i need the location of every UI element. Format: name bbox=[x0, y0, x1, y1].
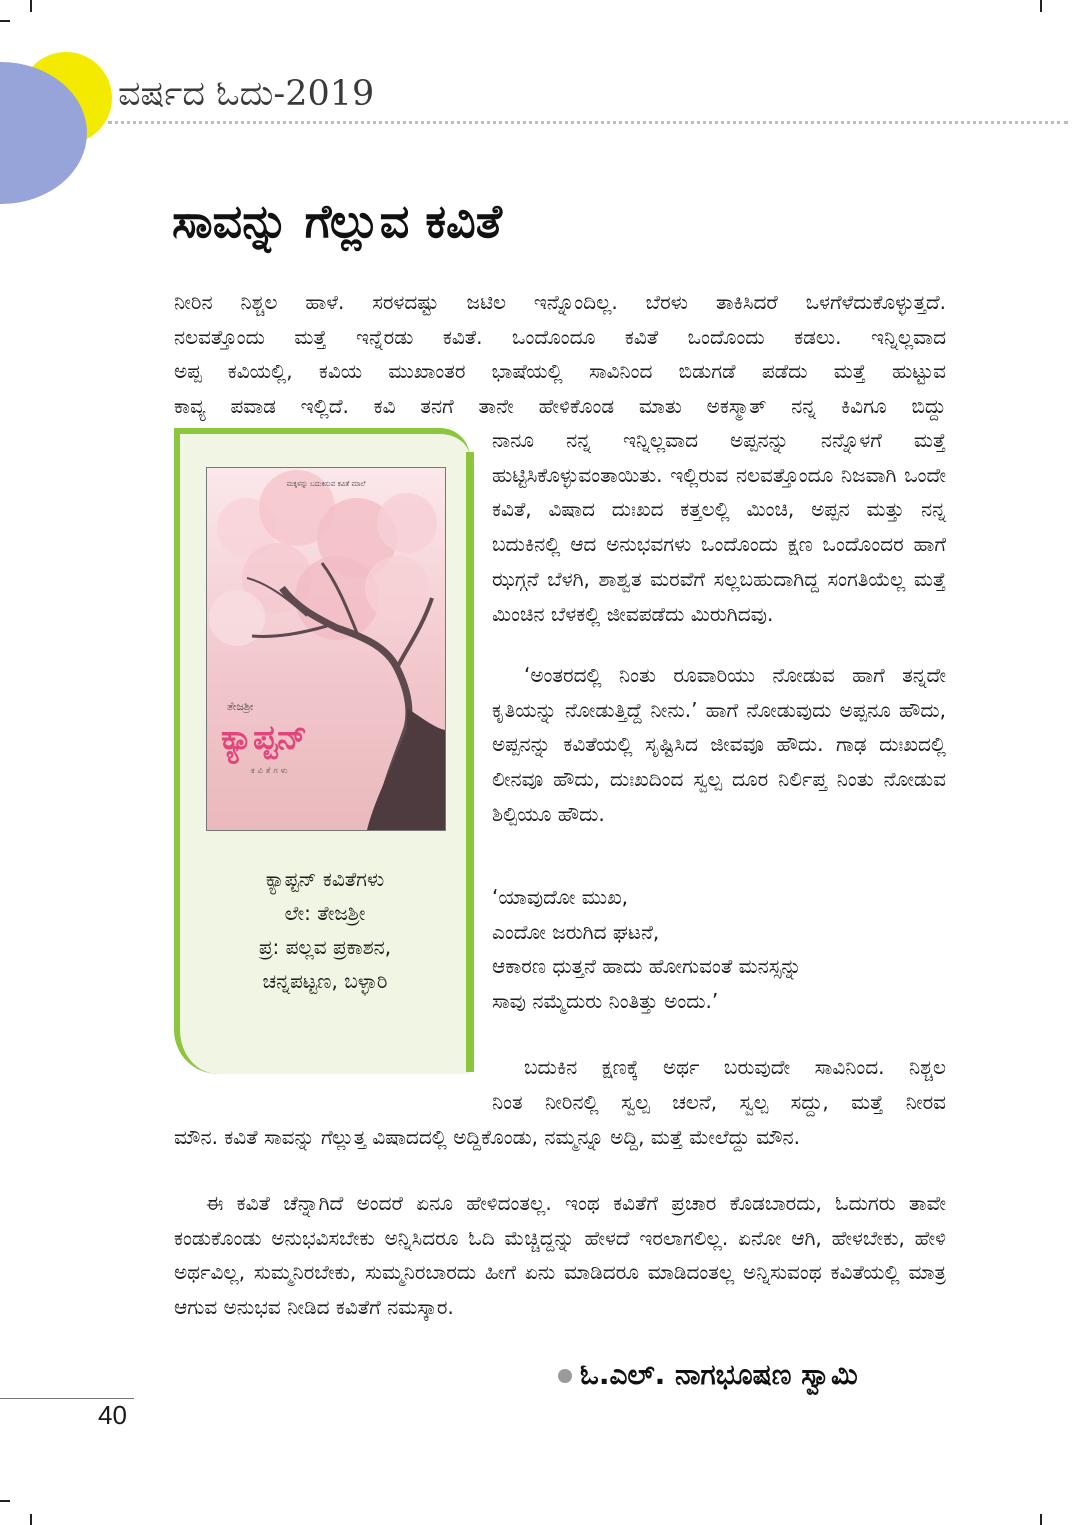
crop-mark bbox=[0, 1500, 10, 1502]
body-paragraph: ನಾನೂ ನನ್ನ ಇನ್ನಿಲ್ಲವಾದ ಅಪ್ಪನನ್ನು ನನ್ನೊಳಗೆ ಮತ್ತೆ ಹುಟ್ಟಿಸಿಕೊಳ್ಳುವಂತಾಯಿತು. ಇಲ್ಲಿರುವ ನಲವತ್ತೊಂದೂ ನಿಜವಾಗಿ ಒಂದೇ ಕವಿತೆ, ವಿಷಾದ ದುಃಖದ ಕತ್ತಲಲ್ಲಿ ಮಿಂಚಿ, ಅಪ್ಪನ ಮತ್ತು ನನ್ನ ಬದುಕಿನಲ್ಲಿ ಆದ ಅನುಭವಗಳು ಒಂದೊಂದು ಕ್ಷಣ ಒಂದೊಂದರ ಹಾಗೆ ಝಗ್ಗನೆ ಬೆಳಗಿ, ಶಾಶ್ವತ ಮರವೆಗೆ ಸಲ್ಲಬಹುದಾಗಿದ್ದ ಸಂಗತಿಯೆಲ್ಲ ಮತ್ತೆ ಮಿಂಚಿನ ಬೆಳಕಲ್ಲಿ ಜೀವಪಡೆದು ಮಿರುಗಿದವು. bbox=[492, 428, 946, 626]
crop-mark bbox=[1040, 1514, 1042, 1525]
cover-author: ತೇಜಶ್ರೀ bbox=[227, 700, 254, 713]
body-paragraph: ಈ ಕವಿತೆ ಚೆನ್ನಾಗಿದೆ ಅಂದರೆ ಏನೂ ಹೇಳಿದಂತಲ್ಲ. ಇಂಥ ಕವಿತೆಗೆ ಪ್ರಚಾರ ಕೊಡಬಾರದು, ಓದುಗರು ತಾವೇ ಕಂಡುಕೊಂಡು ಅನುಭವಿಸಬೇಕು ಅನ್ನಿಸಿದರೂ ಓದಿ ಮೆಚ್ಚಿದ್ದನ್ನು ಹೇಳದೆ ಇರಲಾಗಲಿಲ್ಲ. ಏನೋ ಆಗಿ, ಹೇಳಬೇಕು, ಹೇಳಿ ಅರ್ಥವಿಲ್ಲ, ಸುಮ್ಮನಿರಬೇಕು, ಸುಮ್ಮನಿರಬಾರದು ಹೀಗೆ ಏನು ಮಾಡಿದರೂ ಮಾಡಿದಂತಲ್ಲ ಅನ್ನಿಸುವಂಥ ಕವಿತೆಯಲ್ಲಿ ಮಾತ್ರ ಆಗುವ ಅನುಭವ ನೀಡಿದ ಕವಿತೆಗೆ ನಮಸ್ಕಾರ. bbox=[174, 1191, 946, 1320]
page-number: 40 bbox=[98, 1400, 127, 1430]
intro-paragraph bbox=[174, 285, 946, 424]
book-cover-image bbox=[206, 467, 446, 831]
bullet-icon bbox=[558, 1369, 572, 1383]
author-name: ಓ.ಎಲ್. ನಾಗಭೂಷಣ ಸ್ವಾಮಿ bbox=[580, 1358, 858, 1391]
page-number-rule bbox=[0, 1398, 134, 1399]
cherry-tree-illustration bbox=[207, 468, 445, 830]
crop-mark bbox=[1040, 0, 1042, 12]
poem-line: ಎಂದೋ ಜರುಗಿದ ಘಟನೆ, bbox=[492, 919, 660, 944]
cover-series-text: ಮಕ್ಕಳನ್ನು ಬದುಕಿಸುವ ಕವಿತೆ ಮಾಲೆ bbox=[286, 480, 366, 488]
article-title: ಸಾವನ್ನು ಗೆಲ್ಲುವ ಕವಿತೆ bbox=[172, 194, 502, 248]
header-dotted-rule bbox=[108, 121, 1068, 124]
intro-line: ಕಾವ್ಯ ಪವಾಡ ಇಲ್ಲಿದೆ. ಕವಿ ತನಗೆ ತಾನೇ ಹೇಳಿಕೊಂಡ ಮಾತು ಅಕಸ್ಮಾತ್ ನನ್ನ ಕಿವಿಗೂ ಬಿದ್ದು bbox=[174, 394, 946, 419]
body-paragraph: ಮೌನ. ಕವಿತೆ ಸಾವನ್ನು ಗೆಲ್ಲುತ್ತ ವಿಷಾದದಲ್ಲಿ ಅದ್ದಿಕೊಂಡು, ನಮ್ಮನ್ನೂ ಅದ್ದಿ, ಮತ್ತೆ ಮೇಲೆದ್ದು ಮೌನ. bbox=[174, 1125, 801, 1149]
caption-line: ಚನ್ನಪಟ್ಟಣ, ಬಳ್ಳಾರಿ bbox=[262, 969, 388, 993]
caption-line: ಲೇ: ತೇಜಶ್ರೀ bbox=[284, 901, 366, 925]
intro-line: ನಲವತ್ತೊಂದು ಮತ್ತೆ ಇನ್ನೆರಡು ಕವಿತೆ. ಒಂದೊಂದೂ ಕವಿತೆ ಒಂದೊಂದು ಕಡಲು. ಇನ್ನಿಲ್ಲವಾದ bbox=[174, 324, 946, 349]
poem-line: ಆಕಾರಣ ಧುತ್ತನೆ ಹಾದು ಹೋಗುವಂತೆ ಮನಸ್ಸನ್ನು bbox=[492, 954, 802, 978]
crop-mark bbox=[30, 0, 32, 12]
cover-title: ಕ್ಯಾಪ್ಟನ್ bbox=[221, 718, 308, 758]
author-byline bbox=[558, 1358, 858, 1392]
body-paragraph-lines bbox=[492, 1050, 946, 1119]
cover-subtitle: ಕವಿತೆಗಳು bbox=[251, 766, 291, 775]
crop-mark bbox=[30, 1514, 32, 1525]
book-info-box-border bbox=[466, 452, 474, 1072]
crop-mark bbox=[0, 20, 10, 22]
caption-line: ಕ್ಯಾಪ್ಟನ್ ಕವಿತೆಗಳು bbox=[265, 867, 385, 891]
section-title: ವರ್ಷದ ಓದು-2019 bbox=[118, 74, 375, 114]
intro-line: ಅಪ್ಪ ಕವಿಯಲ್ಲಿ, ಕವಿಯ ಮುಖಾಂತರ ಭಾಷೆಯಲ್ಲಿ ಸಾವಿನಿಂದ ಬಿಡುಗಡೆ ಪಡೆದು ಮತ್ತೆ ಹುಟ್ಟುವ bbox=[174, 359, 946, 384]
body-paragraph: ‘ಅಂತರದಲ್ಲಿ ನಿಂತು ರೂವಾರಿಯು ನೋಡುವ ಹಾಗೆ ತನ್ನದೇ ಕೃತಿಯನ್ನು ನೋಡುತ್ತಿದ್ದೆ ನೀನು.’ ಹಾಗೆ ನೋಡುವುದು ಅಪ್ಪನೂ ಹೌದು, ಅಪ್ಪನನ್ನು ಕವಿತೆಯಲ್ಲಿ ಸೃಷ್ಟಿಸಿದ ಜೀವವೂ ಹೌದು. ಗಾಢ ದುಃಖದಲ್ಲಿ ಲೀನವೂ ಹೌದು, ದುಃಖದಿಂದ ಸ್ವಲ್ಪ ದೂರ ನಿರ್ಲಿಪ್ತ ನಿಂತು ನೋಡುವ ಶಿಲ್ಪಿಯೂ ಹೌದು. bbox=[492, 663, 946, 826]
poem-quote bbox=[492, 880, 801, 1018]
poem-line: ಸಾವು ನಮ್ಮೆದುರು ನಿಂತಿತ್ತು ಅಂದು.’ bbox=[492, 988, 719, 1013]
body-line: ನಿಂತ ನೀರಿನಲ್ಲಿ ಸ್ವಲ್ಪ ಚಲನೆ, ಸ್ವಲ್ಪ ಸದ್ದು, ಮತ್ತೆ ನೀರವ bbox=[492, 1089, 946, 1114]
intro-line: ನೀರಿನ ನಿಶ್ಚಲ ಹಾಳೆ. ಸರಳದಷ್ಟು ಜಟಿಲ ಇನ್ನೊಂದಿಲ್ಲ. ಬೆರಳು ತಾಕಿಸಿದರೆ ಒಳಗೆಳೆದುಕೊಳ್ಳುತ್ತದೆ. bbox=[174, 290, 946, 314]
poem-line: ‘ಯಾವುದೋ ಮುಖ, bbox=[492, 885, 629, 909]
caption-line: ಪ್ರ: ಪಲ್ಲವ ಪ್ರಕಾಶನ, bbox=[258, 935, 392, 959]
body-line: ಬದುಕಿನ ಕ್ಷಣಕ್ಕೆ ಅರ್ಥ ಬರುವುದೇ ಸಾವಿನಿಂದ. ನಿಶ್ಚಲ bbox=[524, 1055, 946, 1079]
book-caption bbox=[184, 862, 466, 998]
